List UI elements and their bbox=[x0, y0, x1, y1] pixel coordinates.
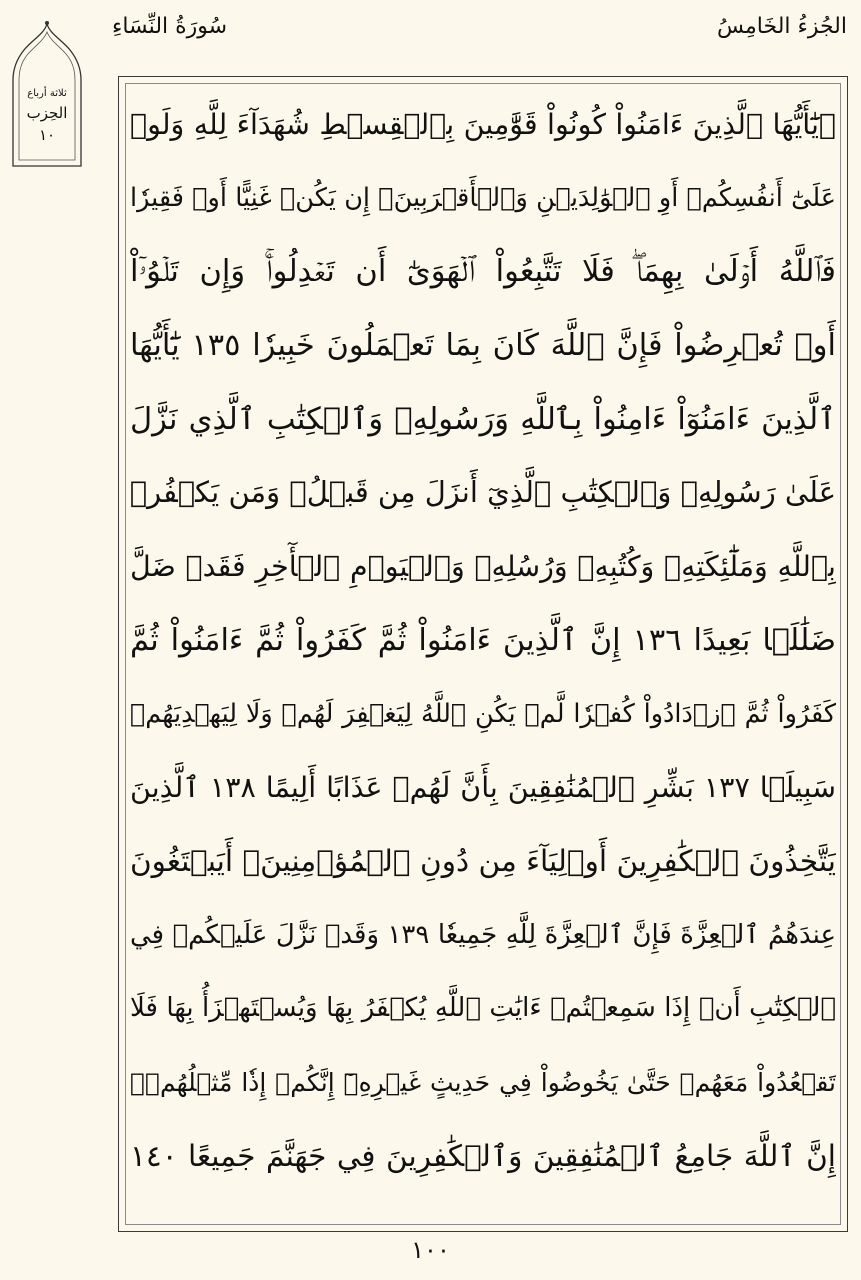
verse-line: بِٱللَّهِ وَمَلَٰٓئِكَتِهِۦ وَكُتُبِهِۦ وَرُسُلِهِۦ وَٱلۡيَوۡمِ ٱلۡأٓخِرِ فَقَدۡ ضَلَّ bbox=[130, 550, 836, 584]
verse-line: عَلَىٰٓ أَنفُسِكُمۡ أَوِ ٱلۡوَٰلِدَيۡنِ وَٱلۡأَقۡرَبِينَۚ إِن يَكُنۡ غَنِيًّا أَوۡ فَقِيرٗا bbox=[130, 182, 836, 213]
verse-line: ضَلَٰلَۢا بَعِيدًا ١٣٦ إِنَّ ٱلَّذِينَ ءَامَنُواْ ثُمَّ كَفَرُواْ ثُمَّ ءَامَنُواْ ثُمَّ bbox=[130, 622, 836, 658]
verse-line: كَفَرُواْ ثُمَّ ٱزۡدَادُواْ كُفۡرٗا لَّمۡ يَكُنِ ٱللَّهُ لِيَغۡفِرَ لَهُمۡ وَلَا لِيَهۡدِيَهُمۡ bbox=[130, 698, 836, 729]
verse-line: إِنَّ ٱللَّهَ جَامِعُ ٱلۡمُنَٰفِقِينَ وَٱلۡكَٰفِرِينَ فِي جَهَنَّمَ جَمِيعًا ١٤٠ bbox=[130, 1138, 836, 1173]
verse-text-block bbox=[130, 88, 836, 1193]
juz-title: الجُزءُ الخَامِسُ bbox=[716, 14, 847, 39]
hizb-number: ١٠ bbox=[38, 126, 56, 144]
verse-line: ٱلَّذِينَ ءَامَنُوٓاْ ءَامِنُواْ بِٱللَّهِ وَرَسُولِهِۦ وَٱلۡكِتَٰبِ ٱلَّذِي نَزَّلَ bbox=[130, 401, 836, 437]
surah-title: سُورَةُ النِّسَاءِ bbox=[112, 14, 228, 39]
hizb-marker bbox=[10, 20, 84, 170]
hizb-label: الحِزب bbox=[26, 104, 68, 122]
verse-line: عَلَىٰ رَسُولِهِۦ وَٱلۡكِتَٰبِ ٱلَّذِيٓ أَنزَلَ مِن قَبۡلُۚ وَمَن يَكۡفُرۡ bbox=[130, 475, 836, 510]
verse-line: تَقۡعُدُواْ مَعَهُمۡ حَتَّىٰ يَخُوضُواْ فِي حَدِيثٍ غَيۡرِهِۦٓ إِنَّكُمۡ إِذٗا مِّثۡلُهُمۡۗ bbox=[130, 1067, 836, 1097]
hizb-quarter-label: ثلاثة أرباع bbox=[27, 88, 67, 99]
verse-line: فَٱللَّهُ أَوۡلَىٰ بِهِمَاۖ فَلَا تَتَّبِعُواْ ٱلۡهَوَىٰٓ أَن تَعۡدِلُواْۚ وَإِن تَلۡوُۥٓاْ bbox=[130, 254, 836, 290]
verse-line: سَبِيلَۢا ١٣٧ بَشِّرِ ٱلۡمُنَٰفِقِينَ بِأَنَّ لَهُمۡ عَذَابًا أَلِيمًا ١٣٨ ٱلَّذِينَ bbox=[130, 771, 836, 805]
page-header bbox=[0, 0, 861, 70]
verse-line: ۞يَٰٓأَيُّهَا ٱلَّذِينَ ءَامَنُواْ كُونُواْ قَوَّٰمِينَ بِٱلۡقِسۡطِ شُهَدَآءَ لِلَّهِ وَلَوۡ bbox=[130, 108, 836, 141]
page-number: ١٠٠ bbox=[411, 1236, 450, 1264]
verse-line: يَتَّخِذُونَ ٱلۡكَٰفِرِينَ أَوۡلِيَآءَ مِن دُونِ ٱلۡمُؤۡمِنِينَۚ أَيَبۡتَغُونَ bbox=[130, 843, 836, 878]
verse-line: ٱلۡكِتَٰبِ أَنۡ إِذَا سَمِعۡتُمۡ ءَايَٰتِ ٱللَّهِ يُكۡفَرُ بِهَا وَيُسۡتَهۡزَأُ بِهَا فَلَا bbox=[130, 993, 836, 1024]
verse-line: عِندَهُمُ ٱلۡعِزَّةَ فَإِنَّ ٱلۡعِزَّةَ لِلَّهِ جَمِيعٗا ١٣٩ وَقَدۡ نَزَّلَ عَلَيۡكُمۡ فِي bbox=[130, 919, 836, 950]
verse-line: أَوۡ تُعۡرِضُواْ فَإِنَّ ٱللَّهَ كَانَ بِمَا تَعۡمَلُونَ خَبِيرٗا ١٣٥ يَٰٓأَيُّهَا bbox=[130, 328, 836, 364]
